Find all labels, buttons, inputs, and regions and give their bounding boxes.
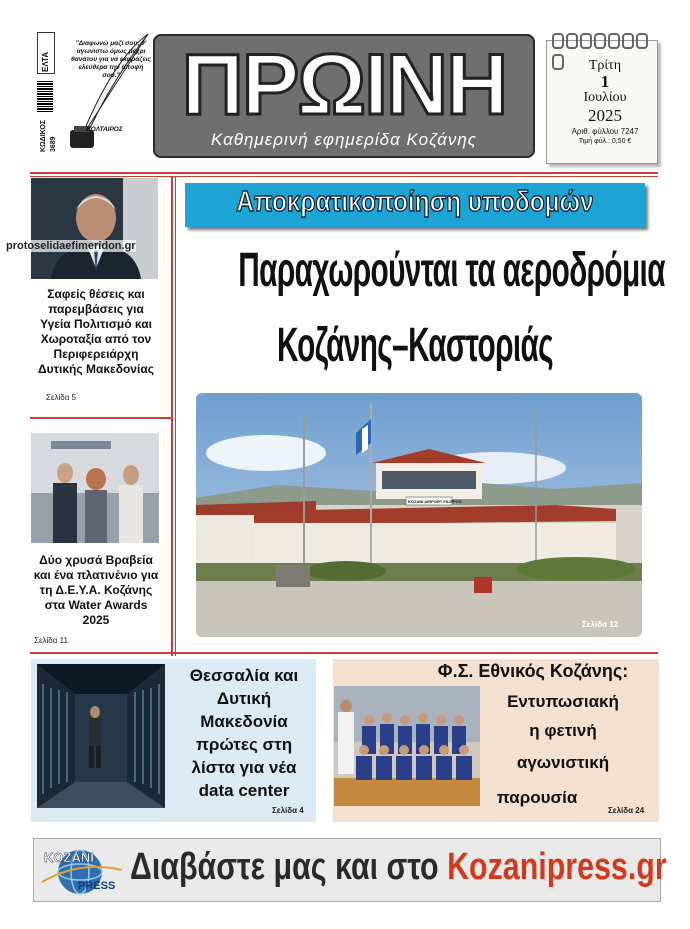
watermark: protoselidaefimeridon.gr <box>6 240 136 252</box>
story2-page: Σελίδα 11 <box>34 636 68 645</box>
airport-photo[interactable] <box>196 393 642 637</box>
lead-page: Σελίδα 12 <box>582 620 619 629</box>
ethnikos-line5[interactable]: παρουσία <box>496 788 578 807</box>
story2-photo[interactable] <box>31 433 159 543</box>
datacenter-line1[interactable]: Θεσσαλία και <box>189 666 299 685</box>
column-rule <box>171 176 173 656</box>
datacenter-line2[interactable]: Δυτική <box>216 689 272 708</box>
ad-logo-bottom: PRESS <box>78 880 116 892</box>
datacenter-line5[interactable]: λίστα για νέα <box>191 758 297 777</box>
elta-label: ΕΛΤΑ <box>41 51 50 72</box>
ad-logo-top: KOZANI <box>44 850 94 865</box>
sidebar-divider <box>30 417 172 419</box>
code-value: 3689 <box>50 136 57 152</box>
newspaper-title: ΠΡΩΙΝΗ <box>181 37 507 133</box>
ethnikos-line4[interactable]: αγωνιστική <box>516 753 610 772</box>
bottom-rule <box>30 652 658 654</box>
datacenter-line4[interactable]: πρώτες στη <box>195 735 293 754</box>
column-rule-thin <box>175 176 176 656</box>
airport-sign: KOZANI AIRPORT FILIPPOS <box>408 499 462 504</box>
calendar-month: Ιουλίου <box>583 90 627 105</box>
ethnikos-line1[interactable]: Φ.Σ. Εθνικός Κοζάνης: <box>437 661 629 681</box>
barcode <box>37 80 53 112</box>
headline-line2[interactable]: Κοζάνης–Καστοριάς <box>276 319 554 372</box>
top-rule-thin <box>30 176 658 177</box>
calendar-year: 2025 <box>588 106 622 125</box>
calendar-weekday: Τρίτη <box>588 58 622 73</box>
issue-number: Αριθ. φύλλου 7247 <box>571 127 639 136</box>
story1-photo[interactable] <box>31 178 158 279</box>
ethnikos-line2[interactable]: Εντυπωσιακή <box>507 692 619 711</box>
code-label: ΚΩΔΙΚΟΣ <box>40 119 47 152</box>
ad-text-red[interactable]: Kozanipress.gr <box>447 846 667 888</box>
newspaper-subtitle: Καθημερινή εφημερίδα Κοζάνης <box>210 130 478 149</box>
quote-author: ΒΟΛΤΑΙΡΟΣ <box>86 126 123 133</box>
masthead-quote: "Διαφωνώ μαζί σου, θ' αγωνιστώ όμως μέχρι θανάτου για να εκφράζεις ελεύθερα την άποψή σου." <box>70 40 152 79</box>
ad-text[interactable] <box>130 846 667 889</box>
datacenter-line6[interactable]: data center <box>198 781 290 800</box>
top-rule <box>30 172 658 174</box>
ethnikos-line3[interactable]: η φετινή <box>529 721 597 740</box>
story1-caption[interactable]: Σαφείς θέσεις και παρεμβάσεις για Υγεία Πολιτισμό και Χωροταξία από τον Περιφερειάρχη Δυτικής Μακεδονίας <box>38 287 154 376</box>
ethnikos-page: Σελίδα 24 <box>608 806 645 815</box>
calendar-rings <box>552 33 652 47</box>
datacenter-line3[interactable]: Μακεδονία <box>200 712 288 731</box>
issue-price: Τιμή φύλ.: 0,50 € <box>578 138 632 145</box>
ad-text-dark: Διαβάστε μας και στο <box>130 846 448 888</box>
datacenter-photo[interactable] <box>37 664 165 808</box>
headline-line1[interactable]: Παραχωρούνται τα αεροδρόμια <box>238 244 665 297</box>
story1-page: Σελίδα 5 <box>46 393 77 402</box>
datacenter-page: Σελίδα 4 <box>272 806 304 815</box>
kicker-text: Αποκρατικοποίηση υποδομών <box>236 186 594 218</box>
calendar-day: 1 <box>600 72 610 91</box>
story2-caption[interactable]: Δύο χρυσά Βραβεία και ένα πλατινένιο για τη Δ.Ε.Υ.Α. Κοζάνης στα Water Awards 2025 <box>33 553 159 627</box>
